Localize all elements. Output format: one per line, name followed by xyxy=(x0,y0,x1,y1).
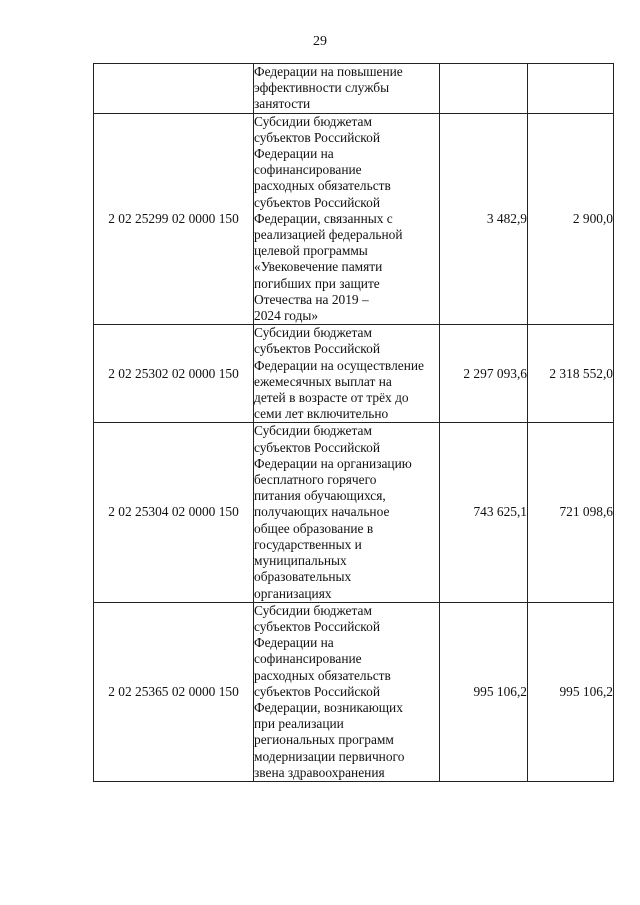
revenue-item-name-line: софинансирование xyxy=(254,651,362,667)
revenue-item-name-line: субъектов Российской xyxy=(254,129,380,145)
amount-year-1: 743 625,1 xyxy=(440,423,528,602)
revenue-item-name-line: погибших при защите xyxy=(254,275,380,291)
budget-classification-code: 2 02 25302 02 0000 150 xyxy=(94,325,254,423)
revenue-item-name-line: Субсидии бюджетам xyxy=(254,325,372,341)
revenue-item-name-line: Федерации на повышение xyxy=(254,64,403,79)
amount-year-2: 2 318 552,0 xyxy=(528,325,614,423)
revenue-item-name-line: Федерации, связанных с xyxy=(254,210,393,226)
page-number: 29 xyxy=(313,34,327,49)
revenue-item-name-line: целевой программы xyxy=(254,243,368,259)
amount-year-2: 995 106,2 xyxy=(528,602,614,781)
revenue-item-name-line: образовательных xyxy=(254,569,352,585)
revenue-item-name-line: Отечества на 2019 – xyxy=(254,291,369,307)
table-row xyxy=(94,113,614,325)
table-row xyxy=(94,325,614,423)
revenue-item-name-line: эффективности службы xyxy=(254,80,390,96)
table-row xyxy=(94,602,614,781)
revenue-item-name-line: Субсидии бюджетам xyxy=(254,113,372,129)
table-row xyxy=(94,423,614,602)
revenue-item-name-line: организациях xyxy=(254,585,332,601)
revenue-item-name-line: модернизации первичного xyxy=(254,748,405,764)
revenue-item-name-line: Федерации на xyxy=(254,146,334,162)
revenue-item-name-line: субъектов Российской xyxy=(254,341,380,357)
revenue-item-name-line: субъектов Российской xyxy=(254,618,380,634)
revenue-item-name-line: общее образование в xyxy=(254,520,374,536)
amount-year-1: 3 482,9 xyxy=(440,113,528,325)
revenue-item-name-line: получающих начальное xyxy=(254,504,390,520)
amount-year-2 xyxy=(528,64,614,114)
revenue-item-name-line: детей в возрасте от трёх до xyxy=(254,390,409,406)
revenue-item-name-line: Федерации на осуществление xyxy=(254,357,424,373)
revenue-item-name-line: расходных обязательств xyxy=(254,667,391,683)
budget-classification-code xyxy=(94,64,254,114)
amount-year-1: 995 106,2 xyxy=(440,602,528,781)
revenue-item-name-line: «Увековечение памяти xyxy=(254,259,383,275)
revenue-item-name-line: Субсидии бюджетам xyxy=(254,602,372,618)
revenue-item-name-line: Субсидии бюджетам xyxy=(254,423,372,439)
revenue-item-name-line: бесплатного горячего xyxy=(254,472,377,488)
revenue-item-name-line: региональных программ xyxy=(254,732,394,748)
revenue-item-name-line: государственных и xyxy=(254,536,362,552)
revenue-item-name xyxy=(254,64,440,114)
amount-year-1 xyxy=(440,64,528,114)
revenue-item-name xyxy=(254,602,440,781)
revenue-item-name-line: Федерации, возникающих xyxy=(254,699,403,715)
budget-classification-code: 2 02 25365 02 0000 150 xyxy=(94,602,254,781)
revenue-item-name-line: муниципальных xyxy=(254,553,347,569)
revenue-item-name-line: субъектов Российской xyxy=(254,439,380,455)
revenue-item-name-line: Федерации на организацию xyxy=(254,455,412,471)
budget-classification-code: 2 02 25299 02 0000 150 xyxy=(94,113,254,325)
revenue-item-name-line: реализацией федеральной xyxy=(254,227,403,243)
table-row xyxy=(94,64,614,114)
revenue-item-name xyxy=(254,113,440,325)
amount-year-1: 2 297 093,6 xyxy=(440,325,528,423)
revenue-item-name-line: субъектов Российской xyxy=(254,194,380,210)
revenue-item-name xyxy=(254,423,440,602)
revenue-item-name-line: 2024 годы» xyxy=(254,308,319,324)
budget-classification-code: 2 02 25304 02 0000 150 xyxy=(94,423,254,602)
revenue-item-name-line: ежемесячных выплат на xyxy=(254,373,392,389)
revenue-item-name-line: семи лет включительно xyxy=(254,406,389,422)
revenue-item-name-line: при реализации xyxy=(254,716,344,732)
table-body xyxy=(94,64,614,782)
revenue-item-name-line: расходных обязательств xyxy=(254,178,391,194)
budget-revenue-table xyxy=(93,63,614,782)
amount-year-2: 2 900,0 xyxy=(528,113,614,325)
revenue-item-name-line: софинансирование xyxy=(254,162,362,178)
revenue-item-name xyxy=(254,325,440,423)
revenue-item-name-line: звена здравоохранения xyxy=(254,764,385,780)
revenue-item-name-line: субъектов Российской xyxy=(254,683,380,699)
amount-year-2: 721 098,6 xyxy=(528,423,614,602)
revenue-item-name-line: Федерации на xyxy=(254,635,334,651)
revenue-item-name-line: занятости xyxy=(254,96,311,112)
revenue-item-name-line: питания обучающихся, xyxy=(254,488,386,504)
